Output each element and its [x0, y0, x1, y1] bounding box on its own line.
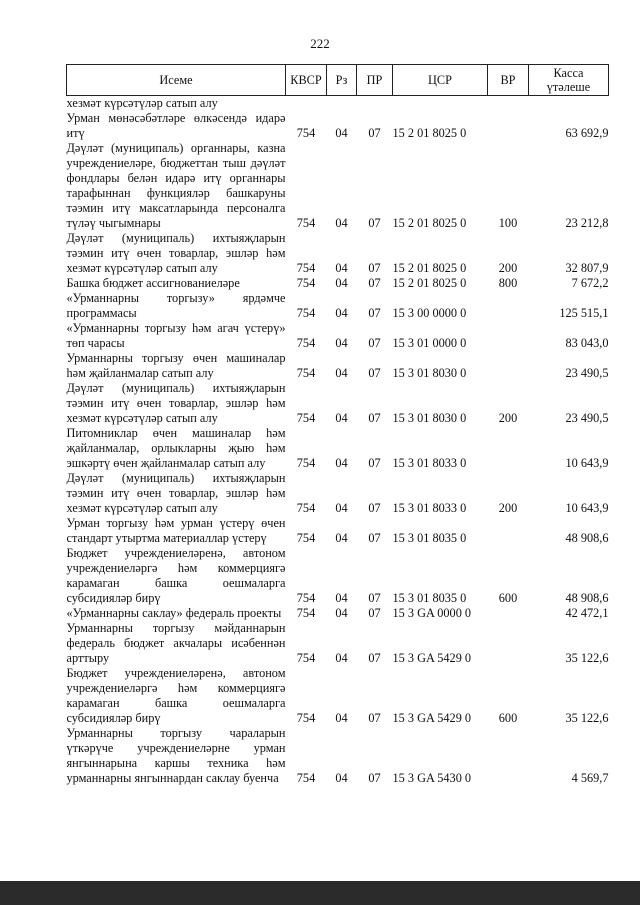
cell-pr: 07 [368, 651, 381, 665]
cell-name: Дәүләт (муниципаль) ихтыяҗларын тәэмин итү өчен товарлар, эшләр һәм хезмәт күрсәтүләр сатып алу [66, 381, 286, 425]
cell-vr [488, 726, 529, 786]
cell-rz: 04 [335, 606, 348, 620]
cell-pr: 07 [368, 126, 381, 140]
cell-pr: 07 [368, 771, 381, 785]
cell-vr: 800 [498, 276, 518, 290]
cell-csr: 15 2 01 8025 0 [392, 261, 467, 275]
cell-rz: 04 [335, 336, 348, 350]
cell-amount: 83 043,0 [565, 336, 609, 350]
cell-name: хезмәт күрсәтүләр сатып алу [66, 96, 218, 110]
cell-pr: 07 [368, 336, 381, 350]
cell-name: Урманнарны торгызу мәйданнарын федераль бюджет акчалары исәбеннән арттыру [66, 621, 286, 665]
cell-rz: 04 [335, 126, 348, 140]
table-row [67, 231, 609, 276]
cell-csr: 15 3 01 8035 0 [392, 591, 467, 605]
cell-vr [488, 426, 529, 471]
cell-kvsr: 754 [296, 606, 316, 620]
cell-name: Урманнарны торгызу чараларын үткәрүче учреждениеләрне урман янгыннарына каршы техника һәм урманнарны янгыннардан саклау буенча [66, 726, 286, 785]
cell-pr: 07 [368, 276, 381, 290]
cell-vr: 600 [498, 711, 518, 725]
cell-name: Бюджет учреждениеләренә, автоном учреждениеләргә һәм коммерциягә карамаган башка оешмаларга субсидияләр бирү [66, 546, 286, 605]
cell-rz: 04 [335, 531, 348, 545]
header-rz: Рз [327, 65, 357, 96]
table-row [67, 111, 609, 141]
table-row [67, 351, 609, 381]
cell-kvsr: 754 [296, 276, 316, 290]
table-row [67, 516, 609, 546]
cell-kvsr: 754 [296, 501, 316, 515]
cell-name: Питомниклар өчен машиналар һәм җайланмалар, орлыкларны җыю һәм эшкәртү өчен җайланмалар сатып алу [66, 426, 286, 470]
cell-kvsr: 754 [296, 711, 316, 725]
cell-amount: 48 908,6 [565, 531, 609, 545]
cell-pr: 07 [368, 216, 381, 230]
cell-rz: 04 [335, 261, 348, 275]
cell-csr [393, 96, 488, 112]
cell-pr: 07 [368, 456, 381, 470]
cell-csr: 15 3 01 8030 0 [392, 366, 467, 380]
cell-csr: 15 2 01 8025 0 [392, 216, 467, 230]
cell-kvsr: 754 [296, 336, 316, 350]
header-name: Исеме [67, 65, 286, 96]
header-kvsr: КВСР [286, 65, 327, 96]
cell-kvsr: 754 [296, 411, 316, 425]
cell-amount [529, 96, 609, 112]
cell-amount: 10 643,9 [565, 501, 609, 515]
cell-rz: 04 [335, 501, 348, 515]
cell-pr: 07 [368, 531, 381, 545]
cell-rz: 04 [335, 456, 348, 470]
cell-amount: 32 807,9 [565, 261, 609, 275]
cell-csr: 15 3 01 8033 0 [392, 456, 467, 470]
cell-pr: 07 [368, 591, 381, 605]
cell-vr [488, 321, 529, 351]
budget-table [66, 64, 609, 786]
cell-rz: 04 [335, 366, 348, 380]
cell-rz: 04 [335, 411, 348, 425]
cell-vr [488, 621, 529, 666]
cell-amount: 23 490,5 [565, 366, 609, 380]
cell-amount: 7 672,2 [571, 276, 609, 290]
cell-kvsr: 754 [296, 216, 316, 230]
table-row [67, 321, 609, 351]
cell-amount: 63 692,9 [565, 126, 609, 140]
cell-csr: 15 2 01 8025 0 [392, 126, 467, 140]
cell-csr: 15 3 01 8033 0 [392, 501, 467, 515]
cell-kvsr: 754 [296, 531, 316, 545]
scan-footer-bar [0, 881, 640, 905]
cell-kvsr [286, 96, 327, 112]
cell-name: Башка бюджет ассигнованиеләре [66, 276, 240, 290]
table-row [67, 471, 609, 516]
cell-vr: 200 [498, 411, 518, 425]
header-csr: ЦСР [393, 65, 488, 96]
table-row [67, 666, 609, 726]
header-pr: ПР [357, 65, 393, 96]
header-kassa-line2: үтәлеше [546, 80, 591, 94]
cell-csr: 15 2 01 8025 0 [392, 276, 467, 290]
cell-kvsr: 754 [296, 651, 316, 665]
cell-amount: 10 643,9 [565, 456, 609, 470]
cell-csr: 15 3 GA 5429 0 [392, 651, 472, 665]
cell-vr: 100 [498, 216, 518, 230]
cell-name: Урман мөнәсәбәтләре өлкәсендә идарә итү [66, 111, 286, 140]
table-row [67, 141, 609, 231]
table-row [67, 726, 609, 786]
cell-vr: 200 [498, 501, 518, 515]
cell-csr: 15 3 01 8035 0 [392, 531, 467, 545]
cell-kvsr: 754 [296, 456, 316, 470]
cell-name: Дәүләт (муниципаль) ихтыяҗларын тәэмин итү өчен товарлар, эшләр һәм хезмәт күрсәтүләр сатып алу [66, 231, 286, 275]
cell-kvsr: 754 [296, 306, 316, 320]
table-row [67, 621, 609, 666]
table-header-row [67, 65, 609, 96]
cell-vr [488, 351, 529, 381]
table-row [67, 291, 609, 321]
cell-vr: 200 [498, 261, 518, 275]
cell-pr: 07 [368, 366, 381, 380]
cell-name: «Урманнарны торгызу һәм агач үстерү» төп чарасы [66, 321, 286, 350]
cell-pr: 07 [368, 711, 381, 725]
cell-amount: 42 472,1 [565, 606, 609, 620]
cell-amount: 23 490,5 [565, 411, 609, 425]
cell-vr [488, 96, 529, 112]
cell-vr [488, 516, 529, 546]
cell-pr: 07 [368, 606, 381, 620]
cell-rz: 04 [335, 216, 348, 230]
header-kassa [529, 65, 609, 96]
table-row [67, 546, 609, 606]
cell-kvsr: 754 [296, 591, 316, 605]
cell-csr: 15 3 01 8030 0 [392, 411, 467, 425]
cell-csr: 15 3 GA 5430 0 [392, 771, 472, 785]
cell-vr [488, 606, 529, 621]
cell-name: Дәүләт (муниципаль) ихтыяҗларын тәэмин итү өчен товарлар, эшләр һәм хезмәт күрсәтүләр сатып алу [66, 471, 286, 515]
cell-rz: 04 [335, 771, 348, 785]
cell-rz: 04 [335, 591, 348, 605]
cell-rz: 04 [335, 651, 348, 665]
cell-name: «Урманнарны саклау» федераль проекты [66, 606, 282, 620]
cell-amount: 23 212,8 [565, 216, 609, 230]
table-row [67, 381, 609, 426]
cell-vr: 600 [498, 591, 518, 605]
table-row [67, 426, 609, 471]
cell-csr: 15 3 00 0000 0 [392, 306, 467, 320]
header-kassa-line1: Касса [553, 66, 584, 80]
header-vr: ВР [488, 65, 529, 96]
cell-csr: 15 3 01 0000 0 [392, 336, 467, 350]
cell-csr: 15 3 GA 0000 0 [392, 606, 472, 620]
cell-vr [488, 111, 529, 141]
cell-rz [327, 96, 357, 112]
table-row [67, 96, 609, 112]
cell-kvsr: 754 [296, 126, 316, 140]
cell-kvsr: 754 [296, 261, 316, 275]
cell-rz: 04 [335, 306, 348, 320]
cell-kvsr: 754 [296, 771, 316, 785]
cell-pr: 07 [368, 306, 381, 320]
cell-amount: 4 569,7 [571, 771, 609, 785]
cell-rz: 04 [335, 711, 348, 725]
cell-pr: 07 [368, 501, 381, 515]
cell-name: Дәүләт (муниципаль) органнары, казна учреждениеләре, бюджеттан тыш дәүләт фондлары белән идарә итү органнары тарафыннан функцияләр башкаруны тәэмин итү максатларында персоналга түләү чыгымнары [66, 141, 286, 230]
table-row [67, 276, 609, 291]
cell-pr [357, 96, 393, 112]
cell-pr: 07 [368, 411, 381, 425]
cell-pr: 07 [368, 261, 381, 275]
cell-amount: 35 122,6 [565, 651, 609, 665]
cell-amount: 125 515,1 [559, 306, 609, 320]
cell-amount: 35 122,6 [565, 711, 609, 725]
page-number: 222 [310, 36, 330, 51]
cell-kvsr: 754 [296, 366, 316, 380]
cell-csr: 15 3 GA 5429 0 [392, 711, 472, 725]
cell-name: Бюджет учреждениеләренә, автоном учреждениеләргә һәм коммерциягә карамаган башка оешмаларга субсидияләр бирү [66, 666, 286, 725]
cell-name: Урман торгызу һәм урман үстерү өчен стандарт утыртма материаллар үстерү [66, 516, 286, 545]
cell-rz: 04 [335, 276, 348, 290]
cell-name: «Урманнарны торгызу» ярдәмче программасы [66, 291, 286, 320]
cell-name: Урманнарны торгызу өчен машиналар һәм җайланмалар сатып алу [66, 351, 286, 380]
cell-amount: 48 908,6 [565, 591, 609, 605]
cell-vr [488, 291, 529, 321]
table-row [67, 606, 609, 621]
